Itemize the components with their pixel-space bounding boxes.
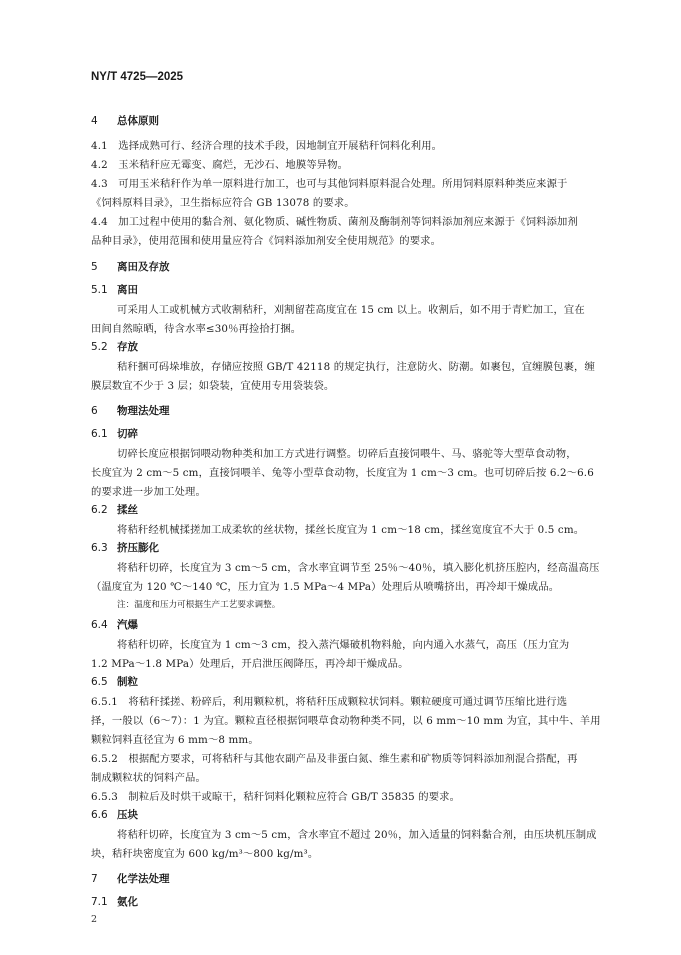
section-heading: [91, 282, 138, 297]
body-text-line: 切碎长度应根据饲喂动物种类和加工方式进行调整。切碎后直接饲喂牛、马、骆驼等大型草食动物，: [117, 448, 577, 460]
section-heading: [91, 403, 170, 418]
section-number: 7.1: [91, 896, 108, 908]
section-heading: [91, 339, 138, 354]
body-text-line: 《饲料原料目录》，卫生指标应符合 GB 13078 的要求。: [91, 197, 355, 209]
section-title: 存放: [117, 341, 138, 353]
body-text-line: 将秸秆切碎，长度宜为 3 cm～5 cm，含水率宜调节至 25％～40％，填入膨化机挤压腔内，经高温高压: [117, 562, 600, 574]
section-heading: [91, 894, 138, 909]
body-text-line: 膜层数宜不少于 3 层；如袋装，宜使用专用袋装袋。: [91, 380, 335, 392]
section-heading: [91, 113, 159, 128]
body-text-line: 颗粒饲料直径宜为 6 mm～8 mm。: [91, 734, 259, 746]
section-number: 6.5: [91, 676, 108, 688]
section-number: 7: [91, 873, 98, 885]
body-text-line: 6.5.1 将秸秆揉搓、粉碎后，利用颗粒机，将秸秆压成颗粒状饲料。颗粒硬度可通过调节压缩比进行选: [91, 696, 568, 708]
section-heading: [91, 674, 138, 689]
section-number: 4: [91, 115, 98, 127]
section-title: 离田及存放: [117, 261, 170, 273]
section-title: 离田: [117, 284, 138, 296]
section-heading: [91, 617, 138, 632]
section-number: 6.1: [91, 428, 108, 440]
section-heading: [91, 807, 138, 822]
section-heading: [91, 871, 170, 886]
section-number: 6.3: [91, 542, 108, 554]
section-heading: [91, 259, 170, 274]
body-text-line: 择，一般以（6～7）：1 为宜。颗粒直径根据饲喂草食动物种类不同，以 6 mm～10 mm 为宜，其中牛、羊用: [91, 715, 601, 727]
section-number: 5.1: [91, 284, 108, 296]
body-text-line: 长度宜为 2 cm～5 cm，直接饲喂羊、兔等小型草食动物，长度宜为 1 cm～3 cm。也可切碎后按 6.2～6.6: [91, 467, 594, 479]
body-text-line: 秸秆捆可码垛堆放，存储应按照 GB/T 42118 的规定执行，注意防火、防潮。如裹包，宜缠膜包裹，缠: [117, 361, 595, 373]
section-heading: [91, 502, 138, 517]
body-text-line: 6.5.3 制粒后及时烘干或晾干，秸秆饲料化颗粒应符合 GB/T 35835 的要求。: [91, 791, 461, 803]
section-title: 氨化: [117, 896, 138, 908]
section-number: 5.2: [91, 341, 108, 353]
body-text-line: 可采用人工或机械方式收割秸秆，刈割留茬高度宜在 15 cm 以上。收割后，如不用于青贮加工，宜在: [117, 304, 585, 316]
section-title: 切碎: [117, 428, 138, 440]
section-title: 物理法处理: [117, 405, 170, 417]
section-number: 6.2: [91, 504, 108, 516]
body-text-line: 将秸秆经机械揉搓加工成柔软的丝状物，揉丝长度宜为 1 cm～18 cm，揉丝宽度宜不大于 0.5 cm。: [117, 524, 585, 536]
section-title: 化学法处理: [117, 873, 170, 885]
body-text-line: 制成颗粒状的饲料产品。: [91, 772, 206, 784]
section-number: 6.6: [91, 809, 108, 821]
section-heading: [91, 540, 159, 555]
section-title: 汽爆: [117, 619, 138, 631]
running-header: NY/T 4725—2025: [91, 71, 184, 83]
body-text-line: 4.3 可用玉米秸秆作为单一原料进行加工，也可与其他饲料原料混合处理。所用饲料原料种类应来源于: [91, 178, 568, 190]
body-text-line: 将秸秆切碎，长度宜为 3 cm～5 cm，含水率宜不超过 20％，加入适量的饲料黏合剂，由压块机压制成: [117, 829, 597, 841]
body-text-line: 块，秸秆块密度宜为 600 kg/m³～800 kg/m³。: [91, 848, 319, 860]
body-text-line: 6.5.2 根据配方要求，可将秸秆与其他农副产品及非蛋白氮、维生素和矿物质等饲料添加剂混合搭配，再: [91, 753, 578, 765]
body-text-line: 4.4 加工过程中使用的黏合剂、氨化物质、碱性物质、菌剂及酶制剂等饲料添加剂应来源于《饲料添加剂: [91, 216, 578, 228]
note-line: 注：温度和压力可根据生产工艺要求调整。: [117, 600, 281, 610]
section-title: 挤压膨化: [117, 542, 159, 554]
body-text-line: 1.2 MPa～1.8 MPa）处理后，开启泄压阀降压，再冷却干燥成品。: [91, 658, 409, 670]
section-title: 总体原则: [117, 115, 159, 127]
body-text-line: 将秸秆切碎，长度宜为 1 cm～3 cm，投入蒸汽爆破机物料舱，向内通入水蒸气，高压（压力宜为: [117, 639, 570, 651]
body-text-line: 4.2 玉米秸秆应无霉变、腐烂，无沙石、地膜等异物。: [91, 159, 349, 171]
section-number: 5: [91, 261, 98, 273]
body-text-line: 的要求进一步加工处理。: [91, 486, 206, 498]
section-title: 压块: [117, 809, 138, 821]
body-text-line: 品种目录》，使用范围和使用量应符合《饲料添加剂安全使用规范》的要求。: [91, 235, 442, 247]
section-heading: [91, 426, 138, 441]
page-number: 2: [91, 914, 98, 925]
section-number: 6: [91, 405, 98, 417]
body-text-line: 田间自然晾晒，待含水率≤30％再捡拾打捆。: [91, 323, 302, 335]
body-text-line: 4.1 选择成熟可行、经济合理的技术手段，因地制宜开展秸秆饲料化利用。: [91, 140, 443, 152]
section-title: 制粒: [117, 676, 138, 688]
section-number: 6.4: [91, 619, 108, 631]
body-text-line: （温度宜为 120 ℃～140 ℃，压力宜为 1.5 MPa～4 MPa）处理后从喷嘴挤出，再冷却干燥成品。: [91, 581, 560, 593]
section-title: 揉丝: [117, 504, 138, 516]
